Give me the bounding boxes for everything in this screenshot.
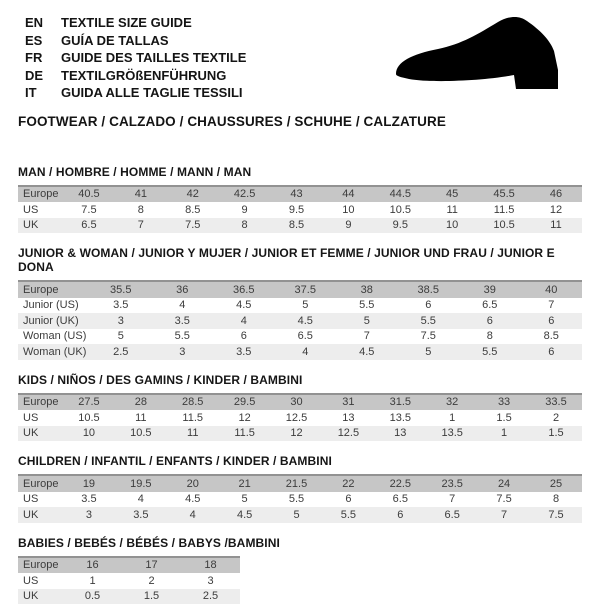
row-label: UK (18, 426, 63, 442)
size-cell: 6.5 (63, 218, 115, 234)
size-cell: 44 (322, 186, 374, 203)
size-cell: 19 (63, 475, 115, 492)
size-cell: 18 (181, 557, 240, 574)
size-cell: 33.5 (530, 394, 582, 411)
size-cell: 4.5 (167, 492, 219, 508)
table-row (18, 218, 582, 234)
size-cell: 3.5 (90, 298, 152, 314)
row-label: UK (18, 218, 63, 234)
size-cell: 3.5 (213, 344, 275, 360)
size-cell: 5 (336, 313, 398, 329)
size-cell: 11 (426, 202, 478, 218)
row-label: Europe (18, 557, 63, 574)
size-cell: 13.5 (426, 426, 478, 442)
table-row (18, 202, 582, 218)
size-cell: 7.5 (167, 218, 219, 234)
section-title: CHILDREN / INFANTIL / ENFANTS / KINDER / BAMBINI (18, 454, 582, 468)
size-cell: 8.5 (521, 329, 583, 345)
size-cell: 38.5 (398, 281, 460, 298)
size-cell: 31.5 (374, 394, 426, 411)
row-label: Europe (18, 186, 63, 203)
size-cell: 22.5 (374, 475, 426, 492)
size-cell: 11.5 (167, 410, 219, 426)
size-cell: 4.5 (213, 298, 275, 314)
size-cell: 4 (213, 313, 275, 329)
size-cell: 46 (530, 186, 582, 203)
size-cell: 10 (63, 426, 115, 442)
table-row (18, 573, 240, 589)
size-cell: 13 (322, 410, 374, 426)
size-cell: 4.5 (336, 344, 398, 360)
section-title: MAN / HOMBRE / HOMME / MANN / MAN (18, 165, 582, 179)
size-cell: 10 (426, 218, 478, 234)
size-cell: 22 (322, 475, 374, 492)
size-cell: 38 (336, 281, 398, 298)
size-cell: 6.5 (459, 298, 521, 314)
table-row (18, 507, 582, 523)
table-row (18, 589, 240, 604)
size-cell: 10.5 (478, 218, 530, 234)
size-cell: 6.5 (426, 507, 478, 523)
size-cell: 6 (521, 313, 583, 329)
size-cell: 5.5 (398, 313, 460, 329)
size-cell: 43 (271, 186, 323, 203)
size-cell: 6.5 (374, 492, 426, 508)
size-cell: 24 (478, 475, 530, 492)
size-cell: 11 (115, 410, 167, 426)
size-cell: 7 (115, 218, 167, 234)
size-section (18, 454, 582, 523)
size-cell: 12 (271, 426, 323, 442)
size-cell: 20 (167, 475, 219, 492)
table-row (18, 344, 582, 360)
size-cell: 7 (336, 329, 398, 345)
size-cell: 4.5 (275, 313, 337, 329)
size-cell: 0.5 (63, 589, 122, 604)
row-label: UK (18, 589, 63, 604)
size-cell: 21 (219, 475, 271, 492)
size-cell: 6.5 (275, 329, 337, 345)
size-cell: 5 (398, 344, 460, 360)
row-label: Europe (18, 281, 90, 298)
table-row (18, 557, 240, 574)
shoe-silhouette-icon (388, 12, 584, 112)
size-cell: 7 (521, 298, 583, 314)
size-cell: 5.5 (322, 507, 374, 523)
size-cell: 7.5 (530, 507, 582, 523)
table-row (18, 313, 582, 329)
size-cell: 3.5 (152, 313, 214, 329)
language-label: TEXTILGRÖßENFÜHRUNG (61, 67, 226, 85)
size-cell: 9 (219, 202, 271, 218)
row-label: Europe (18, 475, 63, 492)
size-cell: 45.5 (478, 186, 530, 203)
language-label: GUIDA ALLE TAGLIE TESSILI (61, 84, 243, 102)
size-cell: 23.5 (426, 475, 478, 492)
size-cell: 2 (122, 573, 181, 589)
size-cell: 9.5 (374, 218, 426, 234)
size-section (18, 373, 582, 442)
section-title: BABIES / BEBÉS / BÉBÉS / BABYS /BAMBINI (18, 536, 582, 550)
size-cell: 6 (322, 492, 374, 508)
size-cell: 9 (322, 218, 374, 234)
size-cell: 4 (115, 492, 167, 508)
table-row (18, 492, 582, 508)
row-label: US (18, 573, 63, 589)
row-label: US (18, 492, 63, 508)
size-cell: 44.5 (374, 186, 426, 203)
language-code: ES (25, 32, 61, 50)
size-cell: 3.5 (63, 492, 115, 508)
size-cell: 3 (181, 573, 240, 589)
size-cell: 28 (115, 394, 167, 411)
language-code: IT (25, 84, 61, 102)
size-cell: 6 (213, 329, 275, 345)
size-cell: 5.5 (271, 492, 323, 508)
size-cell: 19.5 (115, 475, 167, 492)
size-tables (18, 165, 582, 604)
size-cell: 45 (426, 186, 478, 203)
table-row (18, 329, 582, 345)
size-cell: 7.5 (478, 492, 530, 508)
table-row (18, 410, 582, 426)
size-cell: 25 (530, 475, 582, 492)
size-cell: 9.5 (271, 202, 323, 218)
size-cell: 1.5 (478, 410, 530, 426)
size-cell: 21.5 (271, 475, 323, 492)
size-cell: 1 (63, 573, 122, 589)
size-cell: 7 (426, 492, 478, 508)
size-cell: 8 (219, 218, 271, 234)
size-cell: 6 (459, 313, 521, 329)
size-cell: 36 (152, 281, 214, 298)
size-cell: 4 (167, 507, 219, 523)
size-cell: 3 (63, 507, 115, 523)
size-cell: 1.5 (530, 426, 582, 442)
size-cell: 7.5 (63, 202, 115, 218)
size-cell: 33 (478, 394, 530, 411)
size-table (18, 280, 582, 360)
size-cell: 2 (530, 410, 582, 426)
table-row (18, 426, 582, 442)
size-cell: 42.5 (219, 186, 271, 203)
size-cell: 11.5 (219, 426, 271, 442)
size-cell: 3.5 (115, 507, 167, 523)
size-cell: 5.5 (336, 298, 398, 314)
size-cell: 35.5 (90, 281, 152, 298)
size-cell: 5 (90, 329, 152, 345)
row-label: Woman (US) (18, 329, 90, 345)
size-cell: 6 (521, 344, 583, 360)
size-cell: 5 (275, 298, 337, 314)
size-cell: 11 (530, 218, 582, 234)
row-label: Woman (UK) (18, 344, 90, 360)
size-cell: 10.5 (374, 202, 426, 218)
size-cell: 8 (115, 202, 167, 218)
table-row (18, 298, 582, 314)
size-cell: 8 (530, 492, 582, 508)
size-cell: 5.5 (152, 329, 214, 345)
size-cell: 5.5 (459, 344, 521, 360)
size-table (18, 185, 582, 234)
size-cell: 16 (63, 557, 122, 574)
size-cell: 30 (271, 394, 323, 411)
size-cell: 1 (426, 410, 478, 426)
size-cell: 40.5 (63, 186, 115, 203)
size-cell: 41 (115, 186, 167, 203)
size-cell: 4 (152, 298, 214, 314)
size-cell: 11.5 (478, 202, 530, 218)
size-table (18, 393, 582, 442)
row-label: Junior (UK) (18, 313, 90, 329)
row-label: UK (18, 507, 63, 523)
size-cell: 4.5 (219, 507, 271, 523)
row-label: US (18, 202, 63, 218)
size-cell: 6 (374, 507, 426, 523)
language-label: GUÍA DE TALLAS (61, 32, 169, 50)
size-cell: 8.5 (271, 218, 323, 234)
size-section (18, 536, 582, 604)
size-cell: 2.5 (90, 344, 152, 360)
section-title: KIDS / NIÑOS / DES GAMINS / KINDER / BAMBINI (18, 373, 582, 387)
size-cell: 5 (271, 507, 323, 523)
size-cell: 39 (459, 281, 521, 298)
size-cell: 12 (219, 410, 271, 426)
size-cell: 37.5 (275, 281, 337, 298)
size-cell: 27.5 (63, 394, 115, 411)
size-section (18, 165, 582, 234)
size-cell: 10.5 (115, 426, 167, 442)
table-row (18, 281, 582, 298)
size-cell: 1.5 (122, 589, 181, 604)
table-row (18, 186, 582, 203)
size-cell: 5 (219, 492, 271, 508)
size-cell: 1 (478, 426, 530, 442)
size-cell: 28.5 (167, 394, 219, 411)
size-cell: 36.5 (213, 281, 275, 298)
size-cell: 12.5 (322, 426, 374, 442)
language-code: EN (25, 14, 61, 32)
section-title: JUNIOR & WOMAN / JUNIOR Y MUJER / JUNIOR ET FEMME / JUNIOR UND FRAU / JUNIOR E DONA (18, 246, 582, 274)
size-cell: 7.5 (398, 329, 460, 345)
size-cell: 3 (90, 313, 152, 329)
size-cell: 10.5 (63, 410, 115, 426)
row-label: Junior (US) (18, 298, 90, 314)
size-cell: 2.5 (181, 589, 240, 604)
row-label: Europe (18, 394, 63, 411)
table-row (18, 394, 582, 411)
language-code: FR (25, 49, 61, 67)
size-cell: 29.5 (219, 394, 271, 411)
size-cell: 12 (530, 202, 582, 218)
size-cell: 17 (122, 557, 181, 574)
language-code: DE (25, 67, 61, 85)
size-cell: 11 (167, 426, 219, 442)
size-cell: 40 (521, 281, 583, 298)
size-cell: 7 (478, 507, 530, 523)
size-cell: 13.5 (374, 410, 426, 426)
size-cell: 6 (398, 298, 460, 314)
category-line: FOOTWEAR / CALZADO / CHAUSSURES / SCHUHE / CALZATURE (18, 114, 582, 129)
size-cell: 42 (167, 186, 219, 203)
size-cell: 32 (426, 394, 478, 411)
language-label: TEXTILE SIZE GUIDE (61, 14, 192, 32)
size-cell: 4 (275, 344, 337, 360)
language-label: GUIDE DES TAILLES TEXTILE (61, 49, 246, 67)
size-cell: 3 (152, 344, 214, 360)
size-cell: 13 (374, 426, 426, 442)
size-table (18, 474, 582, 523)
size-cell: 10 (322, 202, 374, 218)
size-table (18, 556, 240, 604)
size-cell: 8 (459, 329, 521, 345)
size-cell: 31 (322, 394, 374, 411)
size-section (18, 246, 582, 360)
table-row (18, 475, 582, 492)
size-cell: 8.5 (167, 202, 219, 218)
size-cell: 12.5 (271, 410, 323, 426)
row-label: US (18, 410, 63, 426)
